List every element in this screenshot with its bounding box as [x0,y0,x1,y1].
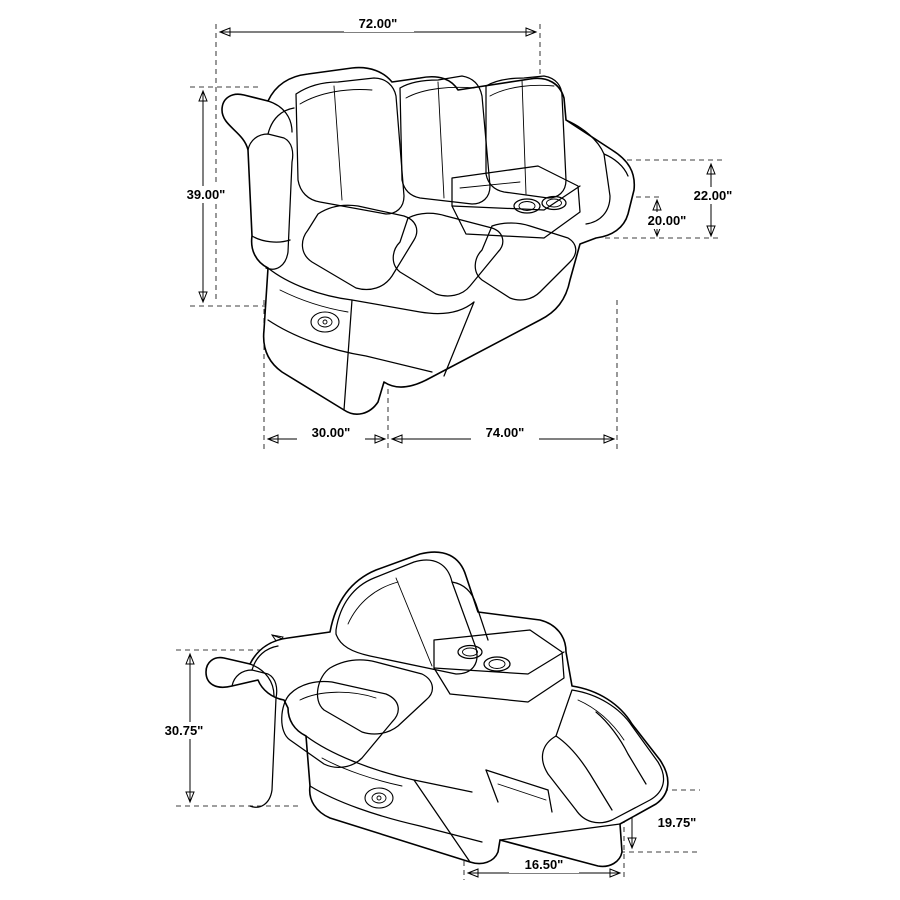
dim-label-20: 20.00" [647,213,687,228]
dim-label-16-50: 16.50" [524,857,564,872]
dim-label-19-75: 19.75" [657,815,697,830]
recliner-figure [149,552,712,880]
dim-sofa-recline-depth [268,424,385,443]
recliner-handle-icon [311,312,339,332]
dim-label-39: 39.00" [186,187,226,202]
dim-sofa-overall-width-top [220,16,536,36]
dim-sofa-overall-depth [392,424,614,443]
dim-label-30-75: 30.75" [164,723,204,738]
dim-label-30: 30.00" [311,425,351,440]
sofa-illustration [222,68,634,415]
sofa-figure [172,16,747,452]
recliner-illustration [206,552,668,866]
dim-label-22: 22.00" [693,188,733,203]
dim-sofa-seat-height [633,200,701,236]
dim-label-72: 72.00" [358,16,398,31]
dim-label-74: 74.00" [485,425,525,440]
recliner-handle-icon-2 [365,788,393,808]
